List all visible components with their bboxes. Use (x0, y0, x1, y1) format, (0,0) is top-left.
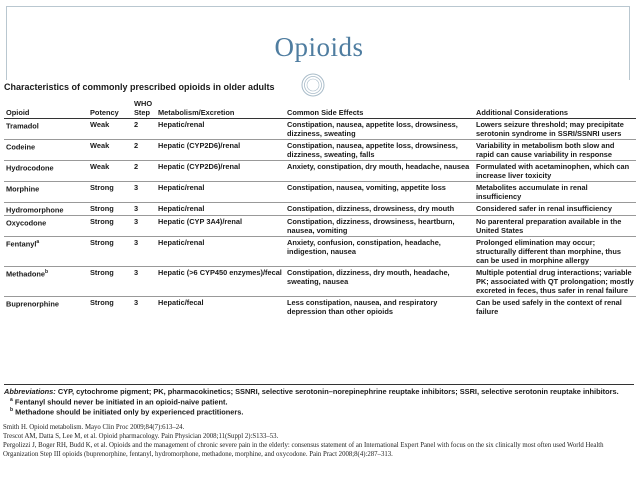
cell-metabolism: Hepatic/renal (156, 237, 285, 267)
circle-ornament-icon (298, 70, 328, 100)
table-row (4, 161, 636, 182)
cell-opioid: Methadone$^b$ (4, 267, 88, 297)
table-row (4, 267, 636, 297)
reference-item: Trescot AM, Datta S, Lee M, et al. Opioid pharmacology. Pain Physician 2008;11(Suppl 2):S133–53. (3, 433, 279, 440)
cell-metabolism: Hepatic (>6 CYP450 enzymes)/fecal (156, 267, 285, 297)
cell-opioid: Morphine (4, 182, 88, 203)
header-side-effects: Common Side Effects (285, 98, 474, 119)
references (0, 423, 638, 479)
cell-metabolism: Hepatic/renal (156, 182, 285, 203)
cell-step: 3 (132, 297, 156, 318)
cell-potency: Weak (88, 161, 132, 182)
cell-side-effects: Anxiety, constipation, dry mouth, headache, nausea (285, 161, 474, 182)
abbreviations-line: Abbreviations: CYP, cytochrome pigment; PK, pharmacokinetics; SSNRI, selective serotonin–norepinephrine reuptake inhibitors; SSRI, selective serotonin reuptake inhibitors. (4, 387, 619, 396)
table-row (4, 182, 636, 203)
cell-considerations: Multiple potential drug interactions; variable PK; associated with QT prolongation; mostly excreted in feces, thus safer in renal failure (474, 267, 636, 297)
cell-considerations: Metabolites accumulate in renal insufficiency (474, 182, 636, 203)
cell-side-effects: Constipation, nausea, appetite loss, drowsiness, dizziness, sweating (287, 120, 458, 138)
header-metabolism: Metabolism/Excretion (156, 98, 285, 119)
cell-opioid: Hydromorphone (4, 203, 88, 216)
cell-metabolism: Hepatic (CYP2D6)/renal (156, 161, 285, 182)
cell-potency: Strong (88, 182, 132, 203)
cell-considerations: Prolonged elimination may occur; structurally different than morphine, thus can be used in morphine allergy (474, 237, 636, 267)
cell-step: 3 (132, 182, 156, 203)
header-potency: Potency (88, 98, 132, 119)
cell-considerations: Lowers seizure threshold; may precipitate serotonin syndrome in SSRI/SSNRI users (476, 120, 624, 138)
cell-metabolism: Hepatic/renal (156, 203, 285, 216)
table-header-row (4, 98, 636, 119)
cell-potency: Weak (88, 140, 132, 161)
cell-step: 2 (132, 140, 156, 161)
cell-side-effects: Constipation, nausea, vomiting, appetite loss (285, 182, 474, 203)
opioid-table-image (0, 80, 638, 425)
opioid-table (4, 98, 636, 317)
reference-item: Pergolizzi J, Boger RH, Budd K, et al. Opioids and the management of chronic severe pain in the elderly: consensus statement of an International Expert Panel with focus on the six clinically most often used World Health Organization Step III opioids (buprenorphine, fentanyl, hydromorphone, methadone, morphine, and oxycodone. Pain Pract 2008;8(4):287–313. (3, 442, 604, 458)
cell-metabolism: Hepatic (CYP2D6)/renal (156, 140, 285, 161)
table-row (4, 140, 636, 161)
cell-potency: Strong (88, 297, 132, 318)
cell-step: 2 (132, 161, 156, 182)
footnote-a: $^a$ Fentanyl should never be initiated in an opioid-naive patient. (10, 397, 228, 407)
slide-title: Opioids (274, 32, 364, 62)
cell-opioid: Buprenorphine (4, 297, 88, 318)
cell-side-effects: Constipation, nausea, appetite loss, drowsiness, dizziness, sweating, falls (285, 140, 474, 161)
cell-potency: Weak (90, 120, 110, 129)
table-row (4, 297, 636, 318)
cell-side-effects: Constipation, dizziness, dry mouth, headache, sweating, nausea (285, 267, 474, 297)
cell-considerations: Formulated with acetaminophen, which can increase liver toxicity (474, 161, 636, 182)
table-row (4, 203, 636, 216)
table-row (4, 237, 636, 267)
header-opioid: Opioid (4, 98, 88, 119)
cell-potency: Strong (88, 203, 132, 216)
footnote-b: $^b$ Methadone should be initiated only by experienced practitioners. (10, 407, 244, 417)
cell-considerations: Variability in metabolism both slow and rapid can cause variability in response (474, 140, 636, 161)
cell-potency: Strong (88, 237, 132, 267)
cell-opioid: Oxycodone (4, 216, 88, 237)
cell-step: 3 (132, 203, 156, 216)
cell-considerations: No parenteral preparation available in the United States (474, 216, 636, 237)
cell-side-effects: Constipation, dizziness, drowsiness, heartburn, nausea, vomiting (285, 216, 474, 237)
cell-potency: Strong (88, 216, 132, 237)
reference-item: Smith H. Opioid metabolism. Mayo Clin Proc 2009;84(7):613–24. (3, 424, 185, 431)
cell-side-effects: Constipation, dizziness, drowsiness, dry mouth (285, 203, 474, 216)
table-caption: Characteristics of commonly prescribed opioids in older adults (4, 82, 275, 92)
cell-opioid: Codeine (4, 140, 88, 161)
cell-opioid: Hydrocodone (4, 161, 88, 182)
cell-side-effects: Less constipation, nausea, and respiratory depression than other opioids (285, 297, 474, 318)
cell-step: 2 (134, 120, 139, 129)
cell-considerations: Considered safer in renal insufficiency (474, 203, 636, 216)
cell-opioid: Fentanyl$^a$ (4, 237, 88, 267)
header-considerations: Additional Considerations (474, 98, 636, 119)
table-row (4, 119, 636, 140)
table-footnotes (4, 384, 634, 417)
cell-potency: Strong (88, 267, 132, 297)
header-who-step: WHO Step (132, 98, 156, 119)
table-row (4, 216, 636, 237)
cell-step: 3 (132, 216, 156, 237)
cell-metabolism: Hepatic (CYP 3A4)/renal (156, 216, 285, 237)
cell-metabolism: Hepatic/renal (158, 120, 205, 129)
cell-opioid: Tramadol (6, 121, 39, 131)
cell-side-effects: Anxiety, confusion, constipation, headache, indigestion, nausea (285, 237, 474, 267)
cell-step: 3 (132, 237, 156, 267)
cell-metabolism: Hepatic/fecal (156, 297, 285, 318)
cell-considerations: Can be used safely in the context of renal failure (474, 297, 636, 318)
cell-step: 3 (132, 267, 156, 297)
